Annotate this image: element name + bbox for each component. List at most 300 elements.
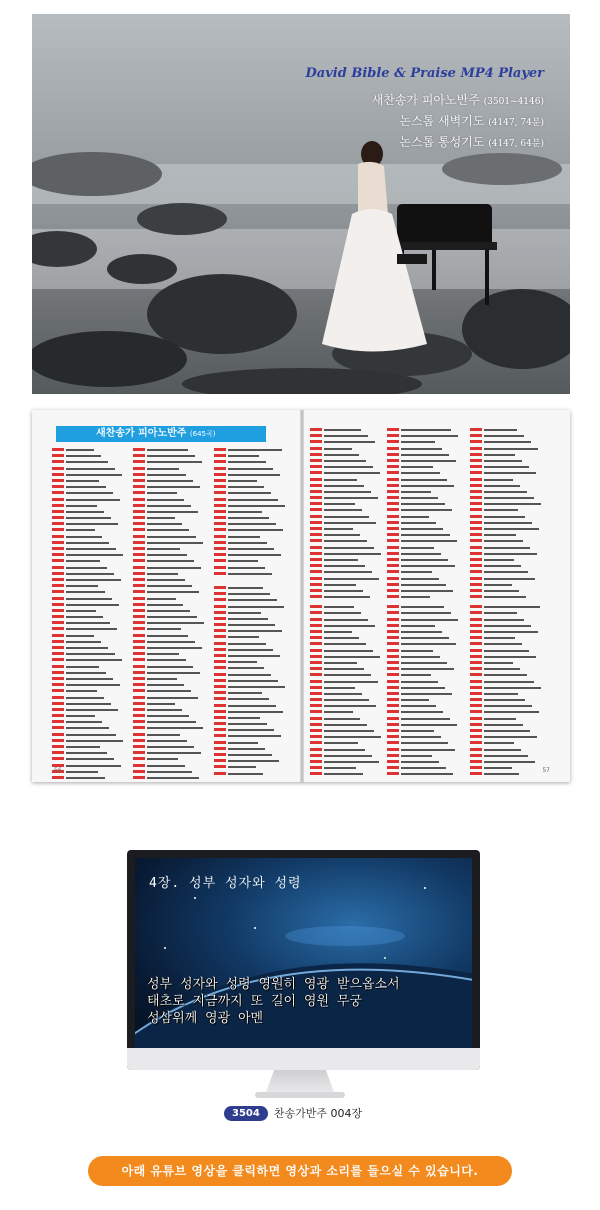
song-title-mark (66, 573, 114, 575)
song-number-mark (470, 772, 482, 775)
song-list-row (214, 660, 288, 664)
song-title-mark (66, 758, 114, 760)
song-list-row (310, 428, 384, 432)
song-list-row (310, 577, 384, 581)
song-list-row (470, 661, 544, 665)
song-title-mark (147, 499, 184, 501)
song-number-mark (133, 566, 145, 569)
song-list-row (470, 760, 544, 764)
song-list-row (133, 770, 207, 774)
song-number-mark (470, 583, 482, 586)
song-list-row (470, 496, 544, 500)
song-list-row (310, 729, 384, 733)
song-number-mark (310, 630, 322, 633)
song-number-mark (310, 496, 322, 499)
song-list-row (133, 504, 207, 508)
song-title-mark (228, 587, 263, 589)
song-number-mark (214, 654, 226, 657)
song-title-mark (66, 771, 98, 773)
song-list-row (470, 686, 544, 690)
song-number-mark (387, 484, 399, 487)
song-title-mark (66, 734, 116, 736)
song-list-row (387, 428, 461, 432)
song-title-mark (228, 618, 268, 620)
song-list-row (133, 646, 207, 650)
song-number-mark (387, 661, 399, 664)
song-title-mark (147, 517, 175, 519)
song-number-mark (470, 692, 482, 695)
song-list-row (214, 572, 288, 576)
song-number-mark (310, 564, 322, 567)
song-number-mark (133, 615, 145, 618)
song-list-row (214, 759, 288, 763)
song-list-row (470, 570, 544, 574)
song-list-row (310, 649, 384, 653)
book-section-count: (645곡) (189, 430, 216, 438)
song-list-row (387, 741, 461, 745)
song-list-row (310, 636, 384, 640)
song-list-row (310, 527, 384, 531)
lyrics-overlay (147, 976, 465, 1027)
song-list-row (387, 760, 461, 764)
song-list-row (387, 434, 461, 438)
song-title-mark (324, 687, 355, 689)
song-list-row (214, 479, 288, 483)
song-number-mark (387, 447, 399, 450)
song-title-mark (228, 748, 265, 750)
youtube-notice-banner[interactable]: 아래 유튜브 영상을 클릭하면 영상과 소리를 들으실 수 있습니다. (88, 1156, 512, 1186)
song-title-mark (147, 542, 203, 544)
song-number-mark (310, 440, 322, 443)
song-list-row (387, 459, 461, 463)
song-title-mark (324, 693, 362, 695)
song-list-row (387, 766, 461, 770)
song-number-mark (214, 673, 226, 676)
song-title-mark (484, 454, 515, 456)
book-section-title: 새찬송가 피아노반주 (96, 428, 187, 439)
song-list-row (310, 546, 384, 550)
song-title-mark (324, 699, 369, 701)
song-title-mark (147, 573, 178, 575)
song-number-mark (387, 515, 399, 518)
song-title-mark (66, 641, 101, 643)
song-number-mark (310, 636, 322, 639)
song-number-mark (214, 448, 226, 451)
song-list-row (470, 667, 544, 671)
song-title-mark (401, 705, 436, 707)
song-list-row (387, 583, 461, 587)
song-title-mark (324, 565, 365, 567)
song-list-row (470, 692, 544, 696)
song-list-row (387, 630, 461, 634)
song-list-row (470, 624, 544, 628)
song-list-row (470, 595, 544, 599)
song-number-mark (133, 627, 145, 630)
song-list-row (310, 630, 384, 634)
song-list-row (310, 618, 384, 622)
song-list-row (387, 723, 461, 727)
song-title-mark (401, 479, 447, 481)
song-list-row (214, 772, 288, 776)
song-title-mark (228, 455, 259, 457)
song-number-mark (387, 577, 399, 580)
song-number-mark (387, 655, 399, 658)
song-list-row (133, 640, 207, 644)
song-number-mark (310, 515, 322, 518)
song-list-row (387, 704, 461, 708)
song-list-row (133, 677, 207, 681)
song-number-mark (214, 592, 226, 595)
video-player-monitor[interactable] (127, 850, 480, 1070)
song-title-mark (324, 460, 366, 462)
song-list-row (387, 515, 461, 519)
song-list-row (133, 757, 207, 761)
song-title-mark (484, 559, 514, 561)
song-list-row (52, 590, 126, 594)
song-list-column (133, 448, 207, 782)
song-list-row (214, 734, 288, 738)
song-list-row (387, 453, 461, 457)
song-title-mark (147, 604, 183, 606)
song-list-row (310, 686, 384, 690)
song-title-mark (484, 479, 513, 481)
song-list-row (310, 515, 384, 519)
song-list-row (387, 564, 461, 568)
song-number-mark (214, 491, 226, 494)
song-title-mark (66, 523, 118, 525)
song-title-mark (484, 516, 525, 518)
song-list-row (470, 471, 544, 475)
song-list-row (310, 723, 384, 727)
song-list-row (52, 448, 126, 452)
song-title-mark (147, 709, 182, 711)
song-title-mark (484, 472, 536, 474)
song-list-row (470, 440, 544, 444)
song-title-mark (66, 690, 97, 692)
song-number-mark (387, 558, 399, 561)
song-title-mark (484, 681, 534, 683)
lyric-line: 성삼위께 영광 아멘 (147, 1011, 264, 1026)
song-number-mark (470, 673, 482, 676)
song-list-row (133, 609, 207, 613)
song-title-mark (228, 630, 282, 632)
song-title-mark (324, 606, 354, 608)
song-title-mark (147, 536, 196, 538)
video-screen[interactable] (135, 858, 472, 1048)
song-list-row (214, 679, 288, 683)
song-title-mark (484, 705, 532, 707)
song-number-mark (214, 535, 226, 538)
song-number-mark (470, 478, 482, 481)
song-number-mark (214, 498, 226, 501)
song-title-mark (484, 736, 537, 738)
song-list-row (310, 558, 384, 562)
song-title-mark (401, 578, 439, 580)
song-title-mark (228, 667, 264, 669)
song-number-mark (470, 754, 482, 757)
song-title-mark (484, 441, 531, 443)
song-list-row (214, 673, 288, 677)
song-title-mark (228, 486, 264, 488)
song-list-row (470, 698, 544, 702)
song-title-mark (484, 491, 527, 493)
song-list-row (387, 465, 461, 469)
song-number-mark (387, 667, 399, 670)
song-title-mark (324, 724, 367, 726)
song-number-mark (387, 636, 399, 639)
song-list-row (387, 710, 461, 714)
song-number-mark (133, 541, 145, 544)
song-list-row (214, 535, 288, 539)
song-list-column (387, 428, 461, 779)
song-list-row (387, 680, 461, 684)
song-title-mark (484, 522, 532, 524)
song-list-row (470, 515, 544, 519)
song-number-mark (470, 471, 482, 474)
song-number-mark (387, 642, 399, 645)
song-list-row (214, 704, 288, 708)
song-list-row (310, 595, 384, 599)
song-title-mark (401, 749, 455, 751)
song-list-row (133, 485, 207, 489)
song-title-mark (66, 622, 110, 624)
song-list-row (133, 776, 207, 780)
song-title-mark (324, 656, 380, 658)
song-title-mark (401, 693, 452, 695)
song-list-row (214, 741, 288, 745)
song-number-mark (310, 453, 322, 456)
song-title-mark (228, 499, 278, 501)
song-title-mark (401, 441, 435, 443)
monitor-chin (127, 1048, 480, 1070)
song-number-mark (387, 766, 399, 769)
song-title-mark (324, 429, 361, 431)
song-title-mark (147, 666, 193, 668)
song-number-mark (214, 704, 226, 707)
song-list-row (52, 504, 126, 508)
song-number-mark (387, 434, 399, 437)
song-list-row (470, 680, 544, 684)
song-number-mark (133, 764, 145, 767)
song-number-mark (133, 702, 145, 705)
song-title-mark (401, 637, 449, 639)
song-list-row (133, 491, 207, 495)
song-title-mark (228, 705, 276, 707)
song-title-mark (324, 637, 359, 639)
song-number-mark (133, 485, 145, 488)
song-title-mark (484, 596, 526, 598)
song-number-mark (470, 589, 482, 592)
song-list-row (310, 570, 384, 574)
song-title-mark (147, 703, 175, 705)
song-list-row (133, 634, 207, 638)
song-number-mark (52, 460, 64, 463)
song-number-mark (310, 471, 322, 474)
song-number-mark (52, 627, 64, 630)
song-title-mark (401, 454, 449, 456)
song-list-row (214, 648, 288, 652)
song-list-row (310, 698, 384, 702)
song-list-row (310, 496, 384, 500)
song-title-mark (66, 777, 105, 779)
song-title-mark (401, 711, 443, 713)
song-title-mark (228, 655, 280, 657)
song-number-mark (310, 692, 322, 695)
book-gutter (300, 410, 304, 782)
song-title-mark (147, 684, 184, 686)
song-number-mark (310, 611, 322, 614)
song-list-row (214, 504, 288, 508)
song-title-mark (401, 590, 453, 592)
song-list-row (387, 570, 461, 574)
song-number-mark (470, 760, 482, 763)
song-title-mark (484, 687, 541, 689)
song-number-mark (214, 629, 226, 632)
song-number-mark (310, 577, 322, 580)
song-title-mark (228, 560, 258, 562)
song-list-row (214, 642, 288, 646)
song-list-row (133, 751, 207, 755)
song-number-mark (214, 586, 226, 589)
song-list-book (32, 410, 570, 782)
song-list-row (52, 516, 126, 520)
song-title-mark (484, 773, 519, 775)
song-title-mark (401, 571, 432, 573)
song-list-row (52, 572, 126, 576)
song-number-mark (310, 521, 322, 524)
song-number-mark (133, 714, 145, 717)
song-number-mark (214, 566, 226, 569)
song-list-row (387, 533, 461, 537)
song-title-mark (147, 560, 194, 562)
song-title-mark (147, 765, 185, 767)
song-title-mark (228, 567, 265, 569)
song-list-row (310, 772, 384, 776)
song-title-mark (228, 461, 266, 463)
song-list-row (52, 553, 126, 557)
song-title-mark (324, 547, 374, 549)
song-list-row (133, 547, 207, 551)
song-title-mark (484, 485, 520, 487)
song-list-row (310, 564, 384, 568)
song-title-mark (484, 547, 530, 549)
song-title-mark (66, 486, 106, 488)
song-list-row (214, 485, 288, 489)
song-number-mark (214, 722, 226, 725)
song-list-row (470, 434, 544, 438)
song-list-row (214, 697, 288, 701)
song-title-mark (324, 516, 369, 518)
song-number-mark (310, 673, 322, 676)
song-number-mark (52, 609, 64, 612)
song-title-mark (147, 758, 178, 760)
song-title-mark (66, 480, 99, 482)
hero-title: David Bible & Praise MP4 Player (305, 66, 544, 81)
song-number-mark (214, 623, 226, 626)
song-number-mark (214, 697, 226, 700)
song-title-mark (66, 548, 116, 550)
song-list-row (387, 717, 461, 721)
song-number-mark (470, 618, 482, 621)
song-number-mark (470, 533, 482, 536)
song-list-row (387, 698, 461, 702)
song-list-row (310, 508, 384, 512)
song-list-row (470, 508, 544, 512)
song-list-row (310, 490, 384, 494)
song-number-mark (214, 685, 226, 688)
song-title-mark (324, 681, 378, 683)
song-title-mark (228, 480, 257, 482)
song-title-mark (147, 616, 197, 618)
song-list-row (387, 496, 461, 500)
song-list-row (310, 717, 384, 721)
song-list-row (387, 447, 461, 451)
song-number-mark (214, 679, 226, 682)
song-number-mark (133, 658, 145, 661)
song-title-mark (147, 598, 176, 600)
song-title-mark (66, 542, 109, 544)
song-list-row (52, 498, 126, 502)
song-title-mark (66, 659, 122, 661)
song-title-mark (66, 703, 111, 705)
song-title-mark (228, 599, 277, 601)
song-title-mark (147, 511, 198, 513)
song-title-mark (484, 643, 522, 645)
hero-line-vocal-prayer-detail: (4147, 64분) (488, 139, 544, 149)
song-number-mark (133, 689, 145, 692)
song-list-row (470, 748, 544, 752)
song-title-mark (228, 606, 284, 608)
song-list-row (52, 528, 126, 532)
hero-line-dawn-prayer-main: 논스톱 새벽기도 (399, 114, 485, 128)
song-number-mark (133, 504, 145, 507)
song-title-mark (147, 641, 195, 643)
song-title-mark (228, 573, 272, 575)
song-number-mark (214, 473, 226, 476)
song-title-overlay: 4장. 성부 성자와 성령 (149, 876, 302, 891)
song-number-mark (52, 757, 64, 760)
song-number-mark (310, 618, 322, 621)
song-title-mark (147, 474, 186, 476)
song-list-row (214, 586, 288, 590)
song-title-mark (324, 761, 379, 763)
song-number-mark (387, 521, 399, 524)
song-title-mark (147, 635, 188, 637)
song-number-mark (52, 522, 64, 525)
song-number-mark (133, 528, 145, 531)
song-number-mark (387, 760, 399, 763)
song-list-row (133, 448, 207, 452)
song-number-mark (214, 734, 226, 737)
song-list-row (470, 717, 544, 721)
song-number-mark (470, 539, 482, 542)
song-number-mark (310, 772, 322, 775)
song-number-mark (470, 611, 482, 614)
song-number-mark (387, 686, 399, 689)
song-number-mark (387, 589, 399, 592)
song-list-row (470, 527, 544, 531)
song-title-mark (324, 625, 375, 627)
song-number-mark (52, 572, 64, 575)
song-title-mark (484, 590, 519, 592)
song-title-mark (401, 503, 445, 505)
song-title-mark (484, 503, 541, 505)
song-number-mark (214, 460, 226, 463)
song-list-row (133, 572, 207, 576)
song-number-mark (387, 453, 399, 456)
song-number-mark (133, 652, 145, 655)
song-number-mark (214, 485, 226, 488)
